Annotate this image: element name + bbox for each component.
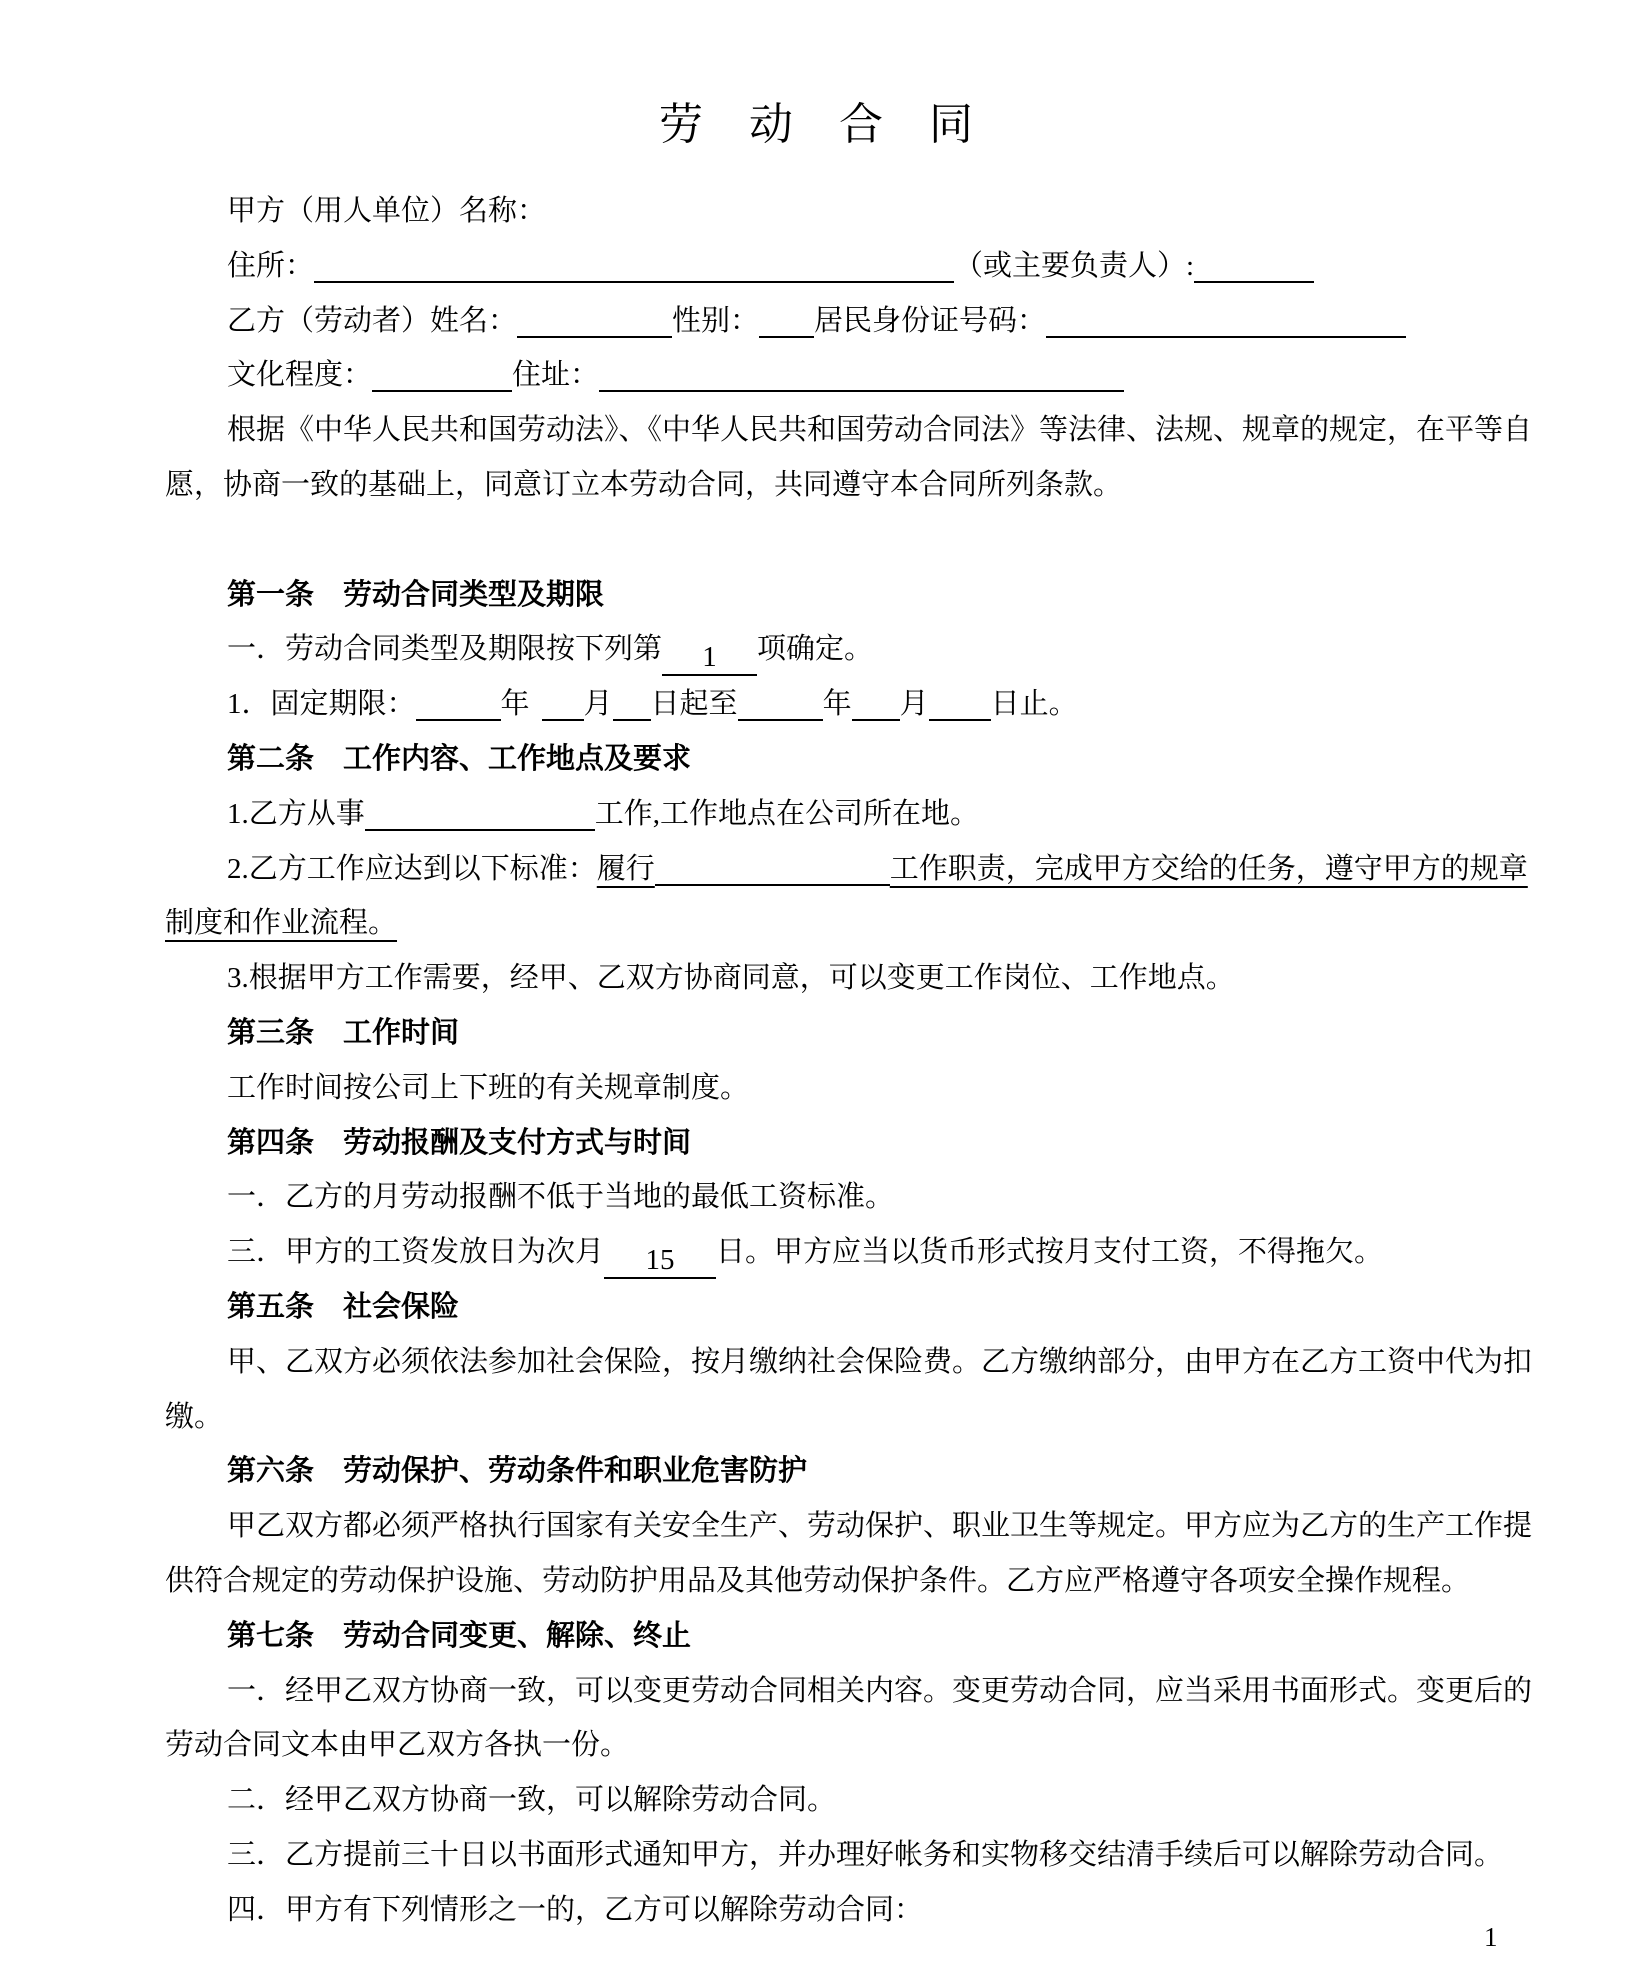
education-blank[interactable] [372,358,512,392]
work-standard-blank[interactable] [655,852,890,886]
article6-line1 [165,1499,1535,1554]
employee-info-line [165,294,1535,349]
start-month-label: 月 [583,688,613,721]
preamble-line-2 [165,458,1535,513]
preamble-text-2: 愿，协商一致的基础上，同意订立本劳动合同，共同遵守本合同所列条款。 [165,468,1123,501]
end-month-label: 月 [899,688,929,721]
article4-item1-line [165,1170,1535,1225]
id-number-blank[interactable] [1046,304,1406,338]
contract-type-post: 项确定。 [757,633,874,666]
article2-heading [165,732,1535,787]
article5-text-1: 甲、乙双方必须依法参加社会保险，按月缴纳社会保险费。乙方缴纳部分，由甲方在乙方工资中代为扣 [227,1345,1533,1378]
education-address-line [165,348,1535,403]
address-blank[interactable] [314,249,954,283]
start-month-blank[interactable] [542,687,584,721]
article4-heading-text: 第四条 劳动报酬及支付方式与时间 [227,1126,692,1159]
article3-body-line [165,1061,1535,1116]
page-number: 1 [1484,1922,1498,1952]
end-day-label: 日止。 [990,688,1078,721]
contract-type-blank[interactable]: 1 [662,642,757,676]
start-day-label: 日起至 [650,688,738,721]
payday-blank[interactable]: 15 [604,1245,716,1279]
article1-item1-line [165,622,1535,677]
start-year-blank[interactable] [416,687,501,721]
article3-body-text: 工作时间按公司上下班的有关规章制度。 [227,1071,750,1104]
employee-name-label: 乙方（劳动者）姓名： [227,304,518,337]
article1-heading [165,568,1535,623]
spacer-line [165,513,1535,568]
employer-name-line [165,184,1535,239]
article5-heading [165,1280,1535,1335]
page-title: 劳动合同 [659,100,1019,149]
end-month-blank[interactable] [852,687,900,721]
gender-blank[interactable] [759,304,814,338]
home-address-blank[interactable] [599,358,1124,392]
article3-heading [165,1006,1535,1061]
article7-item3-text: 三．乙方提前三十日以书面形式通知甲方，并办理好帐务和实物移交结清手续后可以解除劳动合同。 [227,1838,1504,1871]
end-year-blank[interactable] [738,687,823,721]
article7-item1-text-1: 一．经甲乙双方协商一致，可以变更劳动合同相关内容。变更劳动合同，应当采用书面形式。变更后的 [227,1674,1533,1707]
gender-label: 性别： [672,304,760,337]
article4-heading [165,1116,1535,1171]
fixed-term-label: 1．固定期限： [227,688,416,721]
article2-heading-text: 第二条 工作内容、工作地点及要求 [227,742,692,775]
article2-item2-line2 [165,896,1535,951]
work-standard-fill-pre: 履行 [596,852,655,885]
end-day-blank[interactable] [929,687,991,721]
article7-item4-line [165,1883,1535,1938]
article6-line2 [165,1554,1535,1609]
start-day-blank[interactable] [613,687,651,721]
article7-item1-text-2: 劳动合同文本由甲乙双方各执一份。 [165,1729,630,1762]
article7-heading [165,1609,1535,1664]
article7-heading-text: 第七条 劳动合同变更、解除、终止 [227,1619,692,1652]
article6-text-2: 供符合规定的劳动保护设施、劳动防护用品及其他劳动保护条件。乙方应严格遵守各项安全操作规程。 [165,1564,1471,1597]
article7-item2-text: 二．经甲乙双方协商一致，可以解除劳动合同。 [227,1784,837,1817]
article5-text-2: 缴。 [165,1400,224,1433]
article2-item3-line [165,951,1535,1006]
payday-post: 日。甲方应当以货币形式按月支付工资，不得拖欠。 [716,1236,1384,1269]
address-label: 住所： [227,249,315,282]
job-post: 工作,工作地点在公司所在地。 [594,797,980,830]
start-year-label: 年 [500,688,530,721]
article7-item1-line2 [165,1718,1535,1773]
article2-item3-text: 3.根据甲方工作需要，经甲、乙双方协商同意，可以变更工作岗位、工作地点。 [227,962,1235,995]
article7-item4-text: 四．甲方有下列情形之一的，乙方可以解除劳动合同： [227,1893,924,1926]
employer-name-label: 甲方（用人单位）名称： [227,195,547,227]
article7-item3-line [165,1828,1535,1883]
article7-item2-line [165,1773,1535,1828]
article6-heading-text: 第六条 劳动保护、劳动条件和职业危害防护 [227,1455,808,1488]
fixed-term-line [165,677,1535,732]
article5-heading-text: 第五条 社会保险 [227,1290,460,1323]
principal-label: （或主要负责人）: [954,249,1195,282]
article2-item2-line1 [165,842,1535,897]
preamble-text-1: 根据《中华人民共和国劳动法》、《中华人民共和国劳动合同法》等法律、法规、规章的规定，在平等自 [227,414,1533,447]
preamble-line-1 [165,403,1535,458]
article5-line2 [165,1390,1535,1445]
article7-item1-line1 [165,1664,1535,1719]
end-year-label: 年 [822,688,852,721]
work-standard-label: 2.乙方工作应达到以下标准： [227,852,597,885]
article3-heading-text: 第三条 工作时间 [227,1016,460,1049]
article5-line1 [165,1335,1535,1390]
article4-item2-line [165,1225,1535,1280]
work-standard-fill-cont: 制度和作业流程。 [165,907,398,940]
payday-pre: 三．甲方的工资发放日为次月 [227,1236,605,1269]
employer-address-line [165,239,1535,294]
job-pre: 1.乙方从事 [227,797,365,830]
article6-text-1: 甲乙双方都必须严格执行国家有关安全生产、劳动保护、职业卫生等规定。甲方应为乙方的生产工作提 [227,1510,1533,1543]
article1-heading-text: 第一条 劳动合同类型及期限 [227,578,605,611]
id-number-label: 居民身份证号码： [814,304,1047,337]
article2-item1-line [165,787,1535,842]
principal-blank[interactable] [1194,249,1314,283]
contract-type-pre: 一．劳动合同类型及期限按下列第 [227,633,663,666]
education-label: 文化程度： [227,359,373,392]
employee-name-blank[interactable] [517,304,672,338]
article4-item1-text: 一．乙方的月劳动报酬不低于当地的最低工资标准。 [227,1181,895,1214]
work-standard-fill-post: 工作职责，完成甲方交给的任务，遵守甲方的规章 [889,852,1528,885]
article6-heading [165,1444,1535,1499]
contract-body [165,184,1535,1938]
job-title-blank[interactable] [365,797,595,831]
home-address-label: 住址： [512,359,600,392]
